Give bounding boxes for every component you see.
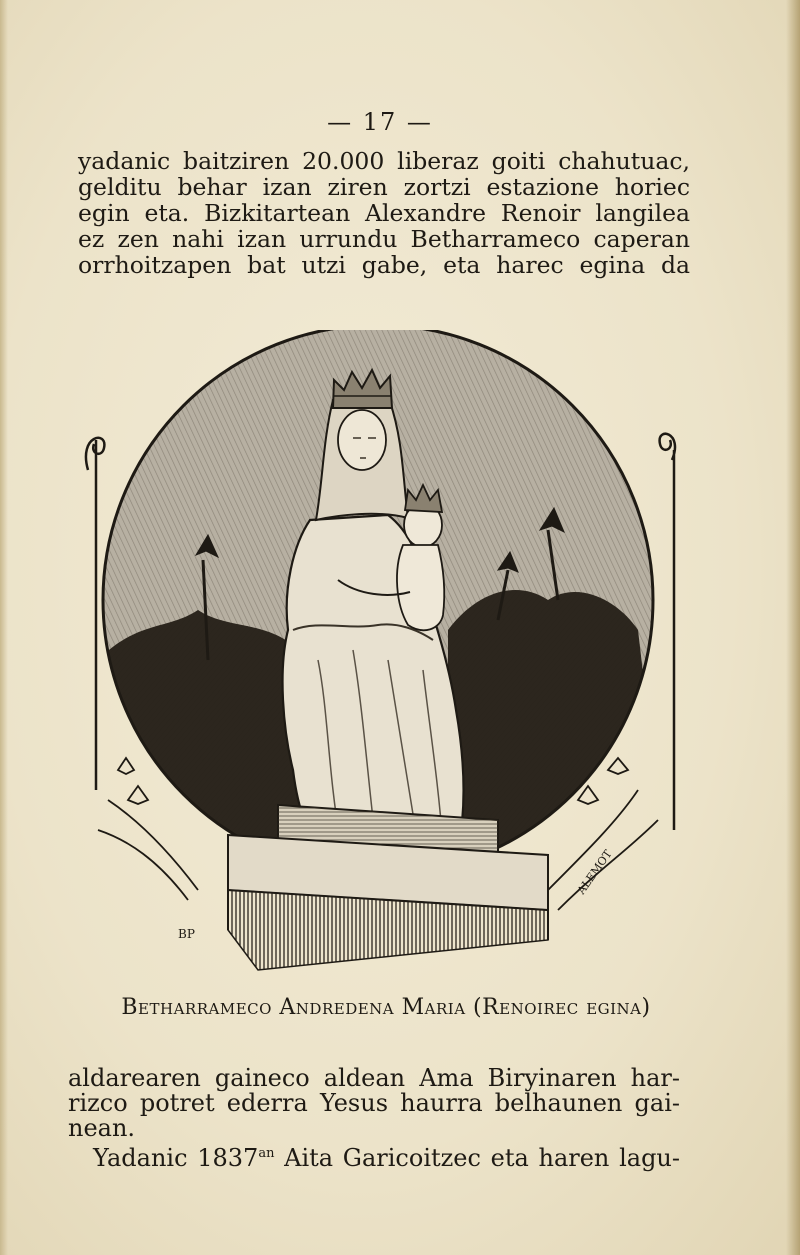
line-text-start: Yadanic 1837	[93, 1144, 259, 1172]
superscript: an	[258, 1146, 275, 1161]
page-edge-left	[0, 0, 8, 1255]
madonna-engraving	[78, 330, 688, 995]
right-bracket	[660, 434, 675, 830]
text-line: orrhoitzapen bat utzi gabe, eta harec egina da	[78, 251, 690, 279]
text-line: aldarearen gaineco aldean Ama Biryinaren har-	[68, 1064, 680, 1092]
page-number: — 17 —	[327, 108, 433, 136]
text-line	[68, 1141, 680, 1171]
left-bracket	[86, 438, 104, 790]
text-line: gelditu behar izan ziren zortzi estazione horiec	[78, 173, 690, 201]
text-line: rizco potret ederra Yesus haurra belhaunen gai-	[68, 1089, 680, 1117]
paragraph-top	[78, 148, 690, 278]
text-line: nean.	[68, 1114, 136, 1142]
line-text-end: Aita Garicoitzec eta haren lagu-	[274, 1144, 680, 1172]
figure-caption: Betharrameco Andredena Maria (Renoirec egina)	[121, 995, 651, 1020]
paragraph-bottom	[68, 1066, 680, 1171]
signature-left: BP	[178, 927, 195, 941]
text-line: egin eta. Bizkitartean Alexandre Renoir langilea	[78, 199, 690, 227]
signature-right: ALEMOT	[574, 847, 615, 897]
text-line: yadanic baitziren 20.000 liberaz goiti chahutuac,	[78, 147, 690, 175]
text-line: ez zen nahi izan urrundu Betharrameco caperan	[78, 225, 690, 253]
page-edge-right	[786, 0, 800, 1255]
